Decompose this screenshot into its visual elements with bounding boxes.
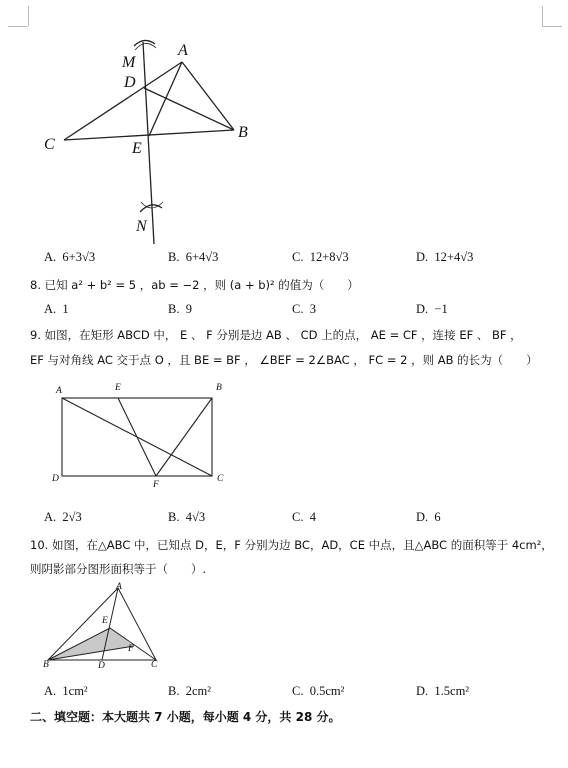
q10-option-a: A. 1cm² — [44, 684, 88, 698]
figure-1-svg — [38, 34, 268, 244]
q10-option-b: B. 2cm² — [168, 684, 211, 698]
label-d: D — [124, 74, 136, 91]
q7-option-c: C. 12+8√3 — [292, 250, 349, 264]
segment-bf — [156, 398, 212, 476]
q7-option-a: A. 6+3√3 — [44, 250, 96, 264]
label-e: E — [132, 140, 142, 157]
rect-label-d: D — [52, 474, 59, 484]
rect-label-b: B — [216, 383, 222, 393]
q8-option-c: C. 3 — [292, 302, 316, 316]
figure-2-svg — [44, 380, 244, 495]
segment-db — [144, 88, 234, 130]
rect-label-e: E — [115, 383, 121, 393]
corner-mark-top-right — [542, 6, 544, 26]
segment-ab — [182, 62, 234, 130]
q8-option-b: B. 9 — [168, 302, 192, 316]
segment-ef — [118, 398, 156, 476]
q9-option-b: B. 4√3 — [168, 510, 206, 524]
rect-label-a: A — [56, 386, 62, 396]
shaded-triangle-bef — [48, 628, 134, 660]
tri-label-b: B — [43, 660, 49, 670]
tri-label-f: F — [128, 644, 134, 654]
section-2-heading: 二、填空题：本大题共 7 小题，每小题 4 分，共 28 分。 — [30, 710, 341, 724]
arc-top-2 — [135, 43, 156, 50]
q9-stem-line2: EF 与对角线 AC 交于点 O ，且 BE = BF ， ∠BEF = 2∠BAC ， FC = 2 ，则 AB 的长为（ ） — [30, 353, 538, 367]
q7-option-b: B. 6+4√3 — [168, 250, 219, 264]
rect-label-f: F — [153, 480, 159, 490]
q10-stem-line1: 10. 如图，在△ABC 中，已知点 D，E，F 分别为边 BC，AD，CE 中点，且△ABC 的面积等于 4cm²， — [30, 538, 553, 552]
rect-label-c: C — [217, 474, 224, 484]
corner-mark-top-left — [28, 6, 30, 26]
q10-option-d: D. 1.5cm² — [416, 684, 470, 698]
label-c: C — [44, 136, 55, 153]
tri-label-d: D — [98, 661, 105, 671]
label-a: A — [178, 42, 188, 59]
q10-option-c: C. 0.5cm² — [292, 684, 345, 698]
q9-option-d: D. 6 — [416, 510, 441, 524]
figure-perpendicular-bisector — [38, 34, 268, 244]
label-m: M — [122, 54, 136, 71]
bisector-line-mn — [143, 42, 154, 244]
label-n: N — [136, 218, 147, 235]
label-b: B — [238, 124, 248, 141]
figure-triangle-shaded — [40, 582, 170, 674]
q8-stem: 8. 已知 a² + b² = 5 ，ab = −2 ，则 (a + b)² 的值为（ ） — [30, 278, 359, 292]
corner-mark-top-right-h — [542, 26, 562, 28]
q10-stem-line2: 则阴影部分图形面积等于（ ）. — [30, 562, 207, 576]
q8-option-a: A. 1 — [44, 302, 69, 316]
tri-label-a: A — [116, 582, 122, 592]
q7-option-d: D. 12+4√3 — [416, 250, 474, 264]
figure-rectangle — [44, 380, 244, 495]
q9-option-c: C. 4 — [292, 510, 316, 524]
tri-label-c: C — [151, 660, 158, 670]
q9-stem-line1: 9. 如图，在矩形 ABCD 中， E 、 F 分别是边 AB 、 CD 上的点， AE = CF ，连接 EF 、 BF ， — [30, 328, 522, 342]
corner-mark-top-left-h — [8, 26, 28, 28]
tri-label-e: E — [102, 616, 108, 626]
q8-option-d: D. −1 — [416, 302, 448, 316]
q9-option-a: A. 2√3 — [44, 510, 82, 524]
